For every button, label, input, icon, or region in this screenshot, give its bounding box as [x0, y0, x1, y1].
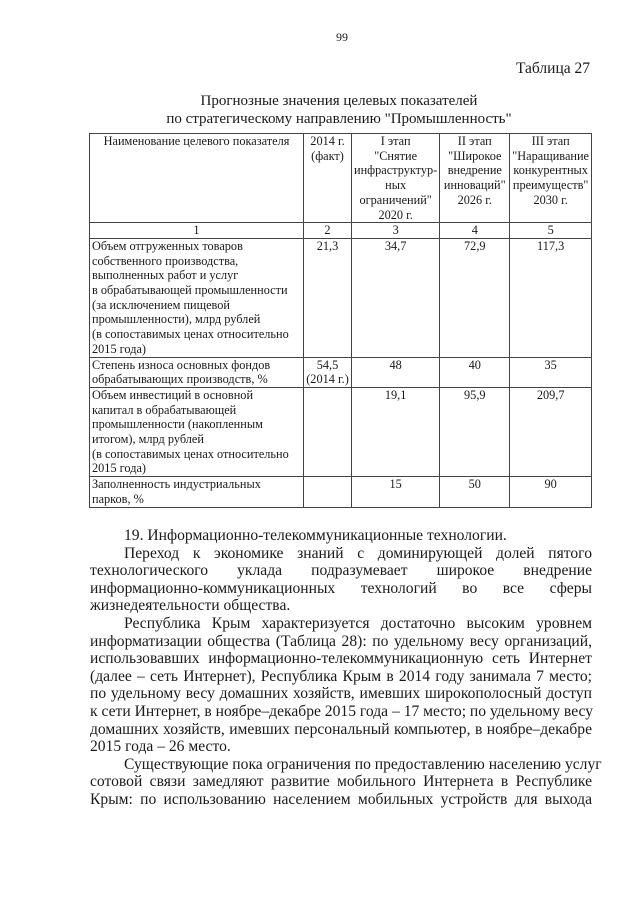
- text-line: сотовой связи замедляют развитие мобильного Интернета в Республике: [90, 773, 592, 791]
- text-line: по удельному весу домашних хозяйств, имевших широкополосный доступ: [90, 685, 592, 703]
- value-cell: 90: [510, 477, 592, 507]
- text-line: домашних хозяйств, имевших персональный компьютер, в ноябре–декабре: [90, 720, 592, 738]
- table-header-row: [90, 134, 592, 223]
- value-cell: 117,3: [510, 238, 592, 357]
- header-cell: III этап "Наращивание конкурентных преимуществ" 2030 г.: [510, 134, 592, 223]
- table-caption: Таблица 27: [515, 60, 590, 77]
- indicator-name: Объем инвестиций в основной капитал в обрабатывающей промышленности (накопленным итогом), млрд рублей (в сопоставимых ценах относительно 2015 года): [90, 387, 304, 476]
- text-line: (далее – сеть Интернет), Республика Крым в 2014 году занимала 7 место;: [90, 667, 592, 685]
- table-row: [90, 387, 592, 476]
- value-cell: 35: [510, 357, 592, 387]
- value-cell: 19,1: [352, 387, 440, 476]
- section-heading: 19. Информационно-телекоммуникационные технологии.: [124, 527, 507, 544]
- column-number-row: [90, 223, 592, 239]
- text-line: Крым: по использованию населением мобильных устройств для выхода: [90, 790, 592, 808]
- targets-table: [89, 133, 592, 508]
- column-number: 5: [510, 223, 592, 239]
- value-cell: 209,7: [510, 387, 592, 476]
- text-line: жизнедеятельности общества.: [90, 597, 291, 615]
- text-line: использовавших информационно-телекоммуникационную сеть Интернет: [90, 650, 592, 668]
- body-text: [90, 527, 602, 809]
- value-cell: 95,9: [440, 387, 510, 476]
- indicator-name: Объем отгруженных товаров собственного производства, выполненных работ и услуг в обрабатывающей промышленности (за исключением пищевой промышленности), млрд рублей (в сопоставимых ценах относительно 2015 года): [90, 238, 304, 357]
- indicator-name: Степень износа основных фондов обрабатывающих производств, %: [90, 357, 304, 387]
- header-cell: Наименование целевого показателя: [90, 134, 304, 223]
- table-title-line-1: Прогнозные значения целевых показателей: [200, 93, 478, 109]
- text-line: 2015 года – 26 место.: [90, 738, 231, 756]
- column-number: 4: [440, 223, 510, 239]
- value-cell: 54,5 (2014 г.): [304, 357, 352, 387]
- table-title-line-2: по стратегическому направлению "Промышленность": [166, 111, 512, 127]
- header-cell: II этап "Широкое внедрение инноваций" 2026 г.: [440, 134, 510, 223]
- value-cell: [304, 477, 352, 507]
- value-cell: 48: [352, 357, 440, 387]
- paragraph: [90, 615, 592, 756]
- header-cell: 2014 г. (факт): [304, 134, 352, 223]
- indicator-name: Заполненность индустриальных парков, %: [90, 477, 304, 507]
- value-cell: [304, 387, 352, 476]
- column-number: 1: [90, 223, 304, 239]
- paragraph: [90, 545, 592, 615]
- table-row: [90, 357, 592, 387]
- paragraph: [90, 755, 602, 809]
- value-cell: 50: [440, 477, 510, 507]
- value-cell: 21,3: [304, 238, 352, 357]
- text-line: Переход к экономике знаний с доминирующей долей пятого: [124, 544, 592, 562]
- page-number: 99: [336, 30, 348, 44]
- text-line: Республика Крым характеризуется достаточно высоким уровнем: [124, 614, 592, 632]
- text-line: информационно-коммуникационных технологий во все сферы: [90, 579, 592, 597]
- text-line: к сети Интернет, в ноябре–декабре 2015 года – 17 место; по удельному весу: [90, 702, 594, 720]
- text-line: Существующие пока ограничения по предоставлению населению услуг: [124, 755, 602, 773]
- value-cell: 34,7: [352, 238, 440, 357]
- value-cell: 40: [440, 357, 510, 387]
- value-cell: 15: [352, 477, 440, 507]
- table-row: [90, 238, 592, 357]
- text-line: технологического уклада подразумевает широкое внедрение: [90, 562, 592, 580]
- column-number: 3: [352, 223, 440, 239]
- column-number: 2: [304, 223, 352, 239]
- text-line: информатизации общества (Таблица 28): по удельному весу организаций,: [90, 632, 592, 650]
- value-cell: 72,9: [440, 238, 510, 357]
- header-cell: I этап "Снятие инфраструктур- ных ограничений" 2020 г.: [352, 134, 440, 223]
- table-row: [90, 477, 592, 507]
